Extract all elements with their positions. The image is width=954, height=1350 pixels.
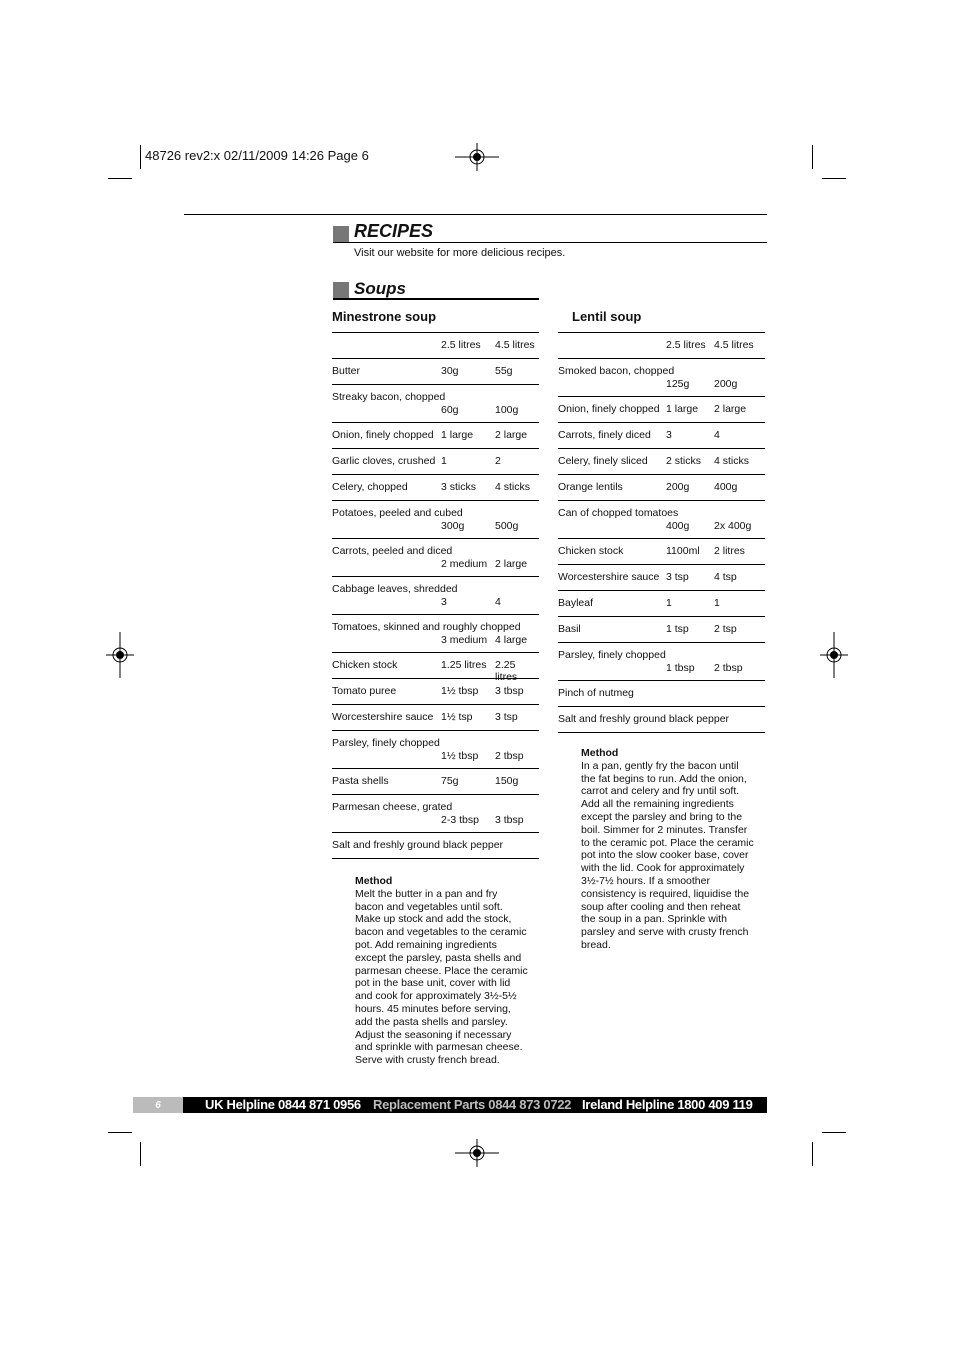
uk-helpline: UK Helpline 0844 871 0956 xyxy=(205,1097,361,1112)
amount-large: 3 tbsp xyxy=(495,685,524,697)
table-row xyxy=(332,359,539,385)
amount-small: 2 medium xyxy=(441,558,488,570)
amount-large: 100g xyxy=(495,404,519,416)
crop-mark xyxy=(108,1132,132,1133)
amount-large: 2 tsp xyxy=(714,623,737,635)
method-text xyxy=(355,888,545,1067)
table-row xyxy=(558,423,765,449)
amount-large: 500g xyxy=(495,520,519,532)
amount-small: 3 medium xyxy=(441,634,488,646)
method-line: Melt the butter in a pan and fry xyxy=(355,887,498,900)
ingredient-name: Potatoes, peeled and cubed xyxy=(332,507,463,519)
replacement-parts: Replacement Parts 0844 873 0722 xyxy=(373,1097,572,1112)
amount-small: 3 xyxy=(441,596,447,608)
method-line: bacon and vegetables to the ceramic xyxy=(355,926,527,939)
ingredient-name: Pinch of nutmeg xyxy=(558,687,634,699)
method-line: and cook for approximately 3½-5½ xyxy=(355,990,517,1003)
amount-large: 400g xyxy=(714,481,738,493)
amount-small: 300g xyxy=(441,520,465,532)
method-line: Serve with crusty french bread. xyxy=(355,1054,500,1067)
method-line: pot in the base unit, cover with lid xyxy=(355,977,511,990)
method-line: hours. 45 minutes before serving, xyxy=(355,1002,511,1015)
crop-mark xyxy=(140,1142,141,1166)
ingredient-name: Celery, chopped xyxy=(332,481,408,493)
ingredients-table-lentil xyxy=(558,332,765,733)
ingredient-name: Garlic cloves, crushed xyxy=(332,455,436,467)
amount-large: 200g xyxy=(714,378,738,390)
table-row xyxy=(558,591,765,617)
ingredient-name: Carrots, finely diced xyxy=(558,429,651,441)
table-row xyxy=(332,539,539,577)
method-text xyxy=(581,760,771,952)
table-row xyxy=(332,475,539,501)
table-row xyxy=(558,643,765,681)
crop-mark xyxy=(812,145,813,169)
amount-large: 2 tbsp xyxy=(714,662,743,674)
ingredient-name: Parsley, finely chopped xyxy=(332,737,440,749)
amount-large: 4.5 litres xyxy=(495,339,535,351)
ingredient-name: Carrots, peeled and diced xyxy=(332,545,453,557)
amount-large: 3 tsp xyxy=(495,711,518,723)
method-line: In a pan, gently fry the bacon until xyxy=(581,759,739,772)
table-row xyxy=(558,617,765,643)
amount-small: 1 large xyxy=(666,403,699,415)
method-line: 3½-7½ hours. If a smoother xyxy=(581,874,710,887)
table-row xyxy=(332,385,539,423)
amount-small: 3 tsp xyxy=(666,571,689,583)
amount-small: 75g xyxy=(441,775,459,787)
table-row xyxy=(332,833,539,859)
method-line: Make up stock and add the stock, xyxy=(355,913,512,926)
method-line: and sprinkle with parmesan cheese. xyxy=(355,1041,523,1054)
table-row xyxy=(558,501,765,539)
table-row xyxy=(558,539,765,565)
method-line: carrot and celery and fry until soft. xyxy=(581,785,740,798)
amount-small: 400g xyxy=(666,520,690,532)
amount-small: 125g xyxy=(666,378,690,390)
ingredient-name: Tomatoes, skinned and roughly chopped xyxy=(332,621,521,633)
ingredient-name: Onion, finely chopped xyxy=(332,429,434,441)
method-title: Method xyxy=(581,747,619,759)
table-row xyxy=(332,449,539,475)
table-row xyxy=(332,731,539,769)
ingredient-name: Orange lentils xyxy=(558,481,623,493)
amount-large: 2 xyxy=(495,455,501,467)
amount-large: 4 sticks xyxy=(714,455,750,467)
amount-large: 55g xyxy=(495,365,513,377)
method-line: except the parsley, pasta shells and xyxy=(355,951,522,964)
method-line: add the pasta shells and parsley. xyxy=(355,1015,508,1028)
method-line: with the lid. Cook for approximately xyxy=(581,862,745,875)
amount-large: 150g xyxy=(495,775,519,787)
subsection-title: Soups xyxy=(354,279,406,298)
ingredient-name: Basil xyxy=(558,623,581,635)
ingredient-name: Smoked bacon, chopped xyxy=(558,365,675,377)
method-line: pot. Add remaining ingredients xyxy=(355,938,497,951)
amount-large: 4 xyxy=(495,596,501,608)
amount-small: 2-3 tbsp xyxy=(441,814,479,826)
recipe-title-lentil: Lentil soup xyxy=(572,309,642,324)
amount-large: 4 large xyxy=(495,634,528,646)
registration-mark-icon xyxy=(820,632,848,678)
ingredient-name: Can of chopped tomatoes xyxy=(558,507,679,519)
method-line: to the ceramic pot. Place the ceramic xyxy=(581,836,754,849)
crop-mark xyxy=(822,1132,846,1133)
method-line: the soup in a pan. Sprinkle with xyxy=(581,913,727,926)
ingredient-name: Salt and freshly ground black pepper xyxy=(332,839,504,851)
amount-small: 1100ml xyxy=(666,545,700,557)
amount-large: 2.25 litres xyxy=(495,659,518,683)
recipe-title-minestrone: Minestrone soup xyxy=(332,309,437,324)
table-row xyxy=(332,705,539,731)
section-title: RECIPES xyxy=(354,221,434,241)
amount-large: 4.5 litres xyxy=(714,339,754,351)
amount-large: 2 litres xyxy=(714,545,745,557)
ingredient-name: Pasta shells xyxy=(332,775,389,787)
ingredient-name: Parmesan cheese, grated xyxy=(332,801,453,813)
registration-mark-icon xyxy=(455,143,499,171)
helpline-footer xyxy=(133,1097,767,1113)
method-title: Method xyxy=(355,875,393,887)
amount-small: 1½ tbsp xyxy=(441,685,479,697)
amount-small: 1½ tbsp xyxy=(441,750,479,762)
method-line: parsley and serve with crusty french xyxy=(581,926,749,939)
ingredient-name: Onion, finely chopped xyxy=(558,403,660,415)
registration-mark-icon xyxy=(455,1139,499,1167)
amount-small: 1½ tsp xyxy=(441,711,473,723)
table-row xyxy=(332,501,539,539)
table-row xyxy=(558,397,765,423)
registration-mark-icon xyxy=(106,632,134,678)
amount-small: 1 xyxy=(441,455,447,467)
page-number: 6 xyxy=(133,1097,183,1113)
ireland-helpline: Ireland Helpline 1800 409 119 xyxy=(582,1097,753,1112)
ingredient-name: Cabbage leaves, shredded xyxy=(332,583,458,595)
top-rule xyxy=(184,214,767,215)
table-row xyxy=(332,423,539,449)
ingredient-name: Bayleaf xyxy=(558,597,594,609)
ingredient-name: Streaky bacon, chopped xyxy=(332,391,446,403)
subsection-rule xyxy=(333,298,539,300)
amount-small: 1 xyxy=(666,597,672,609)
amount-small: 2.5 litres xyxy=(441,339,481,351)
amount-large: 4 xyxy=(714,429,720,441)
amount-small: 3 sticks xyxy=(441,481,477,493)
amount-small: 1 large xyxy=(441,429,474,441)
amount-small: 1 tsp xyxy=(666,623,689,635)
ingredient-name: Tomato puree xyxy=(332,685,397,697)
amount-small: 3 xyxy=(666,429,672,441)
table-row xyxy=(332,679,539,705)
method-lentil xyxy=(581,747,771,952)
table-row xyxy=(332,615,539,653)
amount-small: 2.5 litres xyxy=(666,339,706,351)
intro-text: Visit our website for more delicious recipes. xyxy=(354,247,566,259)
table-row xyxy=(332,653,539,683)
ingredient-name: Celery, finely sliced xyxy=(558,455,648,467)
table-header xyxy=(332,333,539,359)
method-line: soup after cooling and then reheat xyxy=(581,900,741,913)
amount-small: 200g xyxy=(666,481,690,493)
table-row xyxy=(558,681,765,707)
table-row xyxy=(558,565,765,591)
amount-large: 2x 400g xyxy=(714,520,752,532)
print-slug: 48726 rev2:x 02/11/2009 14:26 Page 6 xyxy=(145,148,369,163)
amount-large: 2 large xyxy=(495,558,528,570)
amount-large: 2 large xyxy=(714,403,747,415)
table-row xyxy=(558,475,765,501)
ingredient-name: Worcestershire sauce xyxy=(558,571,660,583)
amount-small: 1 tbsp xyxy=(666,662,695,674)
ingredients-table-minestrone xyxy=(332,332,539,859)
table-row xyxy=(558,449,765,475)
section-marker-icon xyxy=(333,226,349,242)
ingredient-name: Salt and freshly ground black pepper xyxy=(558,713,730,725)
method-line: bread. xyxy=(581,938,611,951)
amount-small: 1.25 litres xyxy=(441,659,487,671)
table-row xyxy=(332,577,539,615)
amount-small: 60g xyxy=(441,404,459,416)
crop-mark xyxy=(108,178,132,179)
table-row xyxy=(332,769,539,795)
ingredient-name: Chicken stock xyxy=(558,545,624,557)
method-line: the fat begins to run. Add the onion, xyxy=(581,772,747,785)
ingredient-name: Butter xyxy=(332,365,361,377)
method-line: boil. Simmer for 2 minutes. Transfer xyxy=(581,823,748,836)
method-line: Add all the remaining ingredients xyxy=(581,798,734,811)
crop-mark xyxy=(812,1142,813,1166)
amount-small: 30g xyxy=(441,365,459,377)
amount-large: 2 tbsp xyxy=(495,750,524,762)
ingredient-name: Worcestershire sauce xyxy=(332,711,434,723)
table-row xyxy=(558,359,765,397)
amount-small: 2 sticks xyxy=(666,455,702,467)
crop-mark xyxy=(822,178,846,179)
section-rule xyxy=(333,242,767,243)
method-line: consistency is required, liquidise the xyxy=(581,887,750,900)
method-line: Adjust the seasoning if necessary xyxy=(355,1028,512,1041)
amount-large: 3 tbsp xyxy=(495,814,524,826)
crop-mark xyxy=(140,145,141,169)
method-line: except the parsley and bring to the xyxy=(581,810,743,823)
table-row xyxy=(558,707,765,733)
amount-large: 4 tsp xyxy=(714,571,737,583)
method-minestrone xyxy=(355,875,545,1067)
subsection-marker-icon xyxy=(333,282,349,298)
amount-large: 2 large xyxy=(495,429,528,441)
amount-large: 4 sticks xyxy=(495,481,531,493)
ingredient-name: Chicken stock xyxy=(332,659,398,671)
ingredient-name: Parsley, finely chopped xyxy=(558,649,666,661)
amount-large: 1 xyxy=(714,597,720,609)
table-row xyxy=(332,795,539,833)
method-line: parmesan cheese. Place the ceramic xyxy=(355,964,528,977)
table-header xyxy=(558,333,765,359)
method-line: bacon and vegetables until soft. xyxy=(355,900,503,913)
method-line: pot into the slow cooker base, cover xyxy=(581,849,749,862)
